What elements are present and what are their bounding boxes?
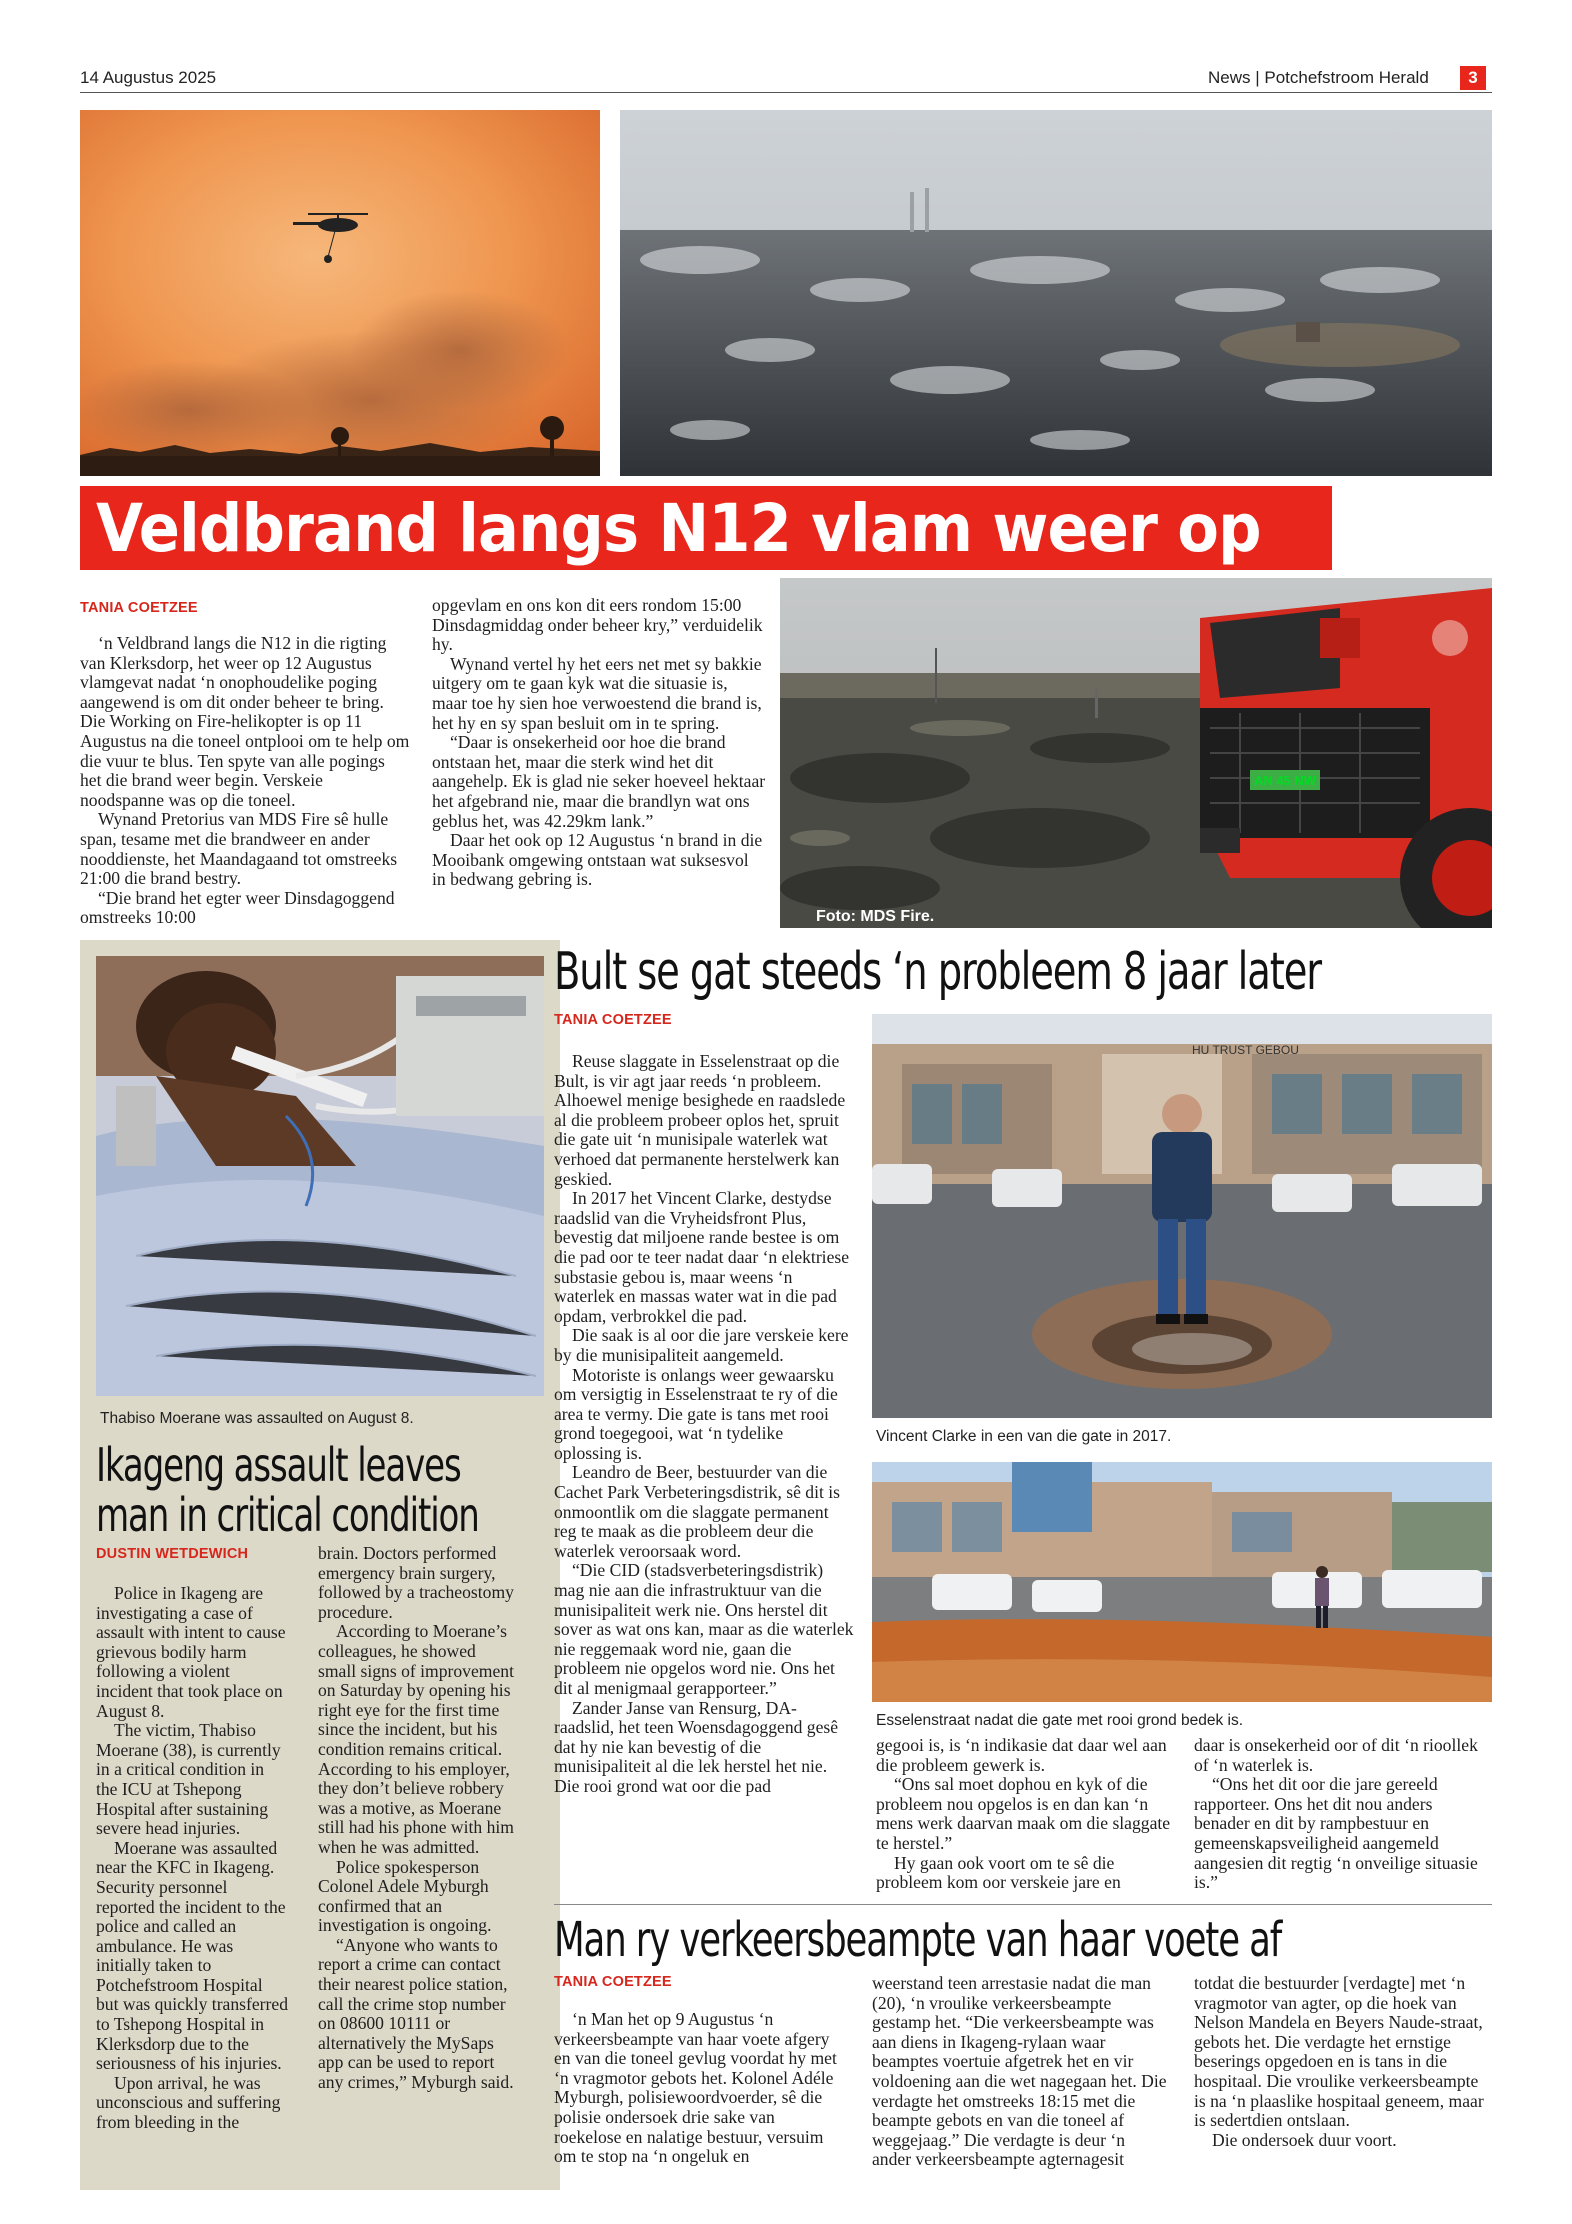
assault-para: Moerane was assaulted near the KFC in Ikageng. Security personnel reported the incident to the police and called an ambulance. He was initially taken to Potchefstroom Hospital but was quickly transferred to Tshepong Hospital in Klerksdorp due to the seriousness of his injuries. xyxy=(96,1837,289,2074)
page-number-badge: 3 xyxy=(1460,66,1486,90)
helicopter-fire-photo xyxy=(80,110,600,476)
fire-headline-banner xyxy=(80,486,1332,570)
pothole-column-1 xyxy=(554,1052,854,1797)
traffic-column-2 xyxy=(872,1974,1168,2170)
pothole-para: gegooi is, is ‘n indikasie dat daar wel aan die probleem gewerk is. xyxy=(876,1735,1167,1775)
assault-para: The victim, Thabiso Moerane (38), is currently in a critical condition in the ICU at Tshepong Hospital after sustaining severe head injuries. xyxy=(96,1720,281,1839)
assault-byline: DUSTIN WETDEWICH xyxy=(96,1546,249,1562)
fire-headline: Veldbrand langs N12 vlam weer op xyxy=(96,490,1261,567)
traffic-para: weerstand teen arrestasie nadat die man (20), ‘n vroulike verkeersbeampte gestamp het. “Die verkeersbeampte was aan diens in Ikageng-rylaan waar beamptes voertuie afgetrek het en vir voldoening aan die wet nagegaan het. Die verdagte het omstreeks 18:15 met die beampte gebots en van die toneel af weggejaag.” Die verdagte is deur ‘n ander verkeersbeampte agternagesit xyxy=(872,1973,1167,2170)
pothole-para: In 2017 het Vincent Clarke, destydse raadslid van die Vryheidsfront Plus, bevestig dat miljoene rande bestee is om die pad oor te teer nadat daar ‘n elektriese substasie gebou is, maar weens ‘n waterlek en massas water wat in die pad opdam, verbrokkel die pad. xyxy=(554,1188,850,1326)
fire-photo-credit: Foto: MDS Fire. xyxy=(816,908,935,925)
assault-para: brain. Doctors performed emergency brain surgery, followed by a tracheostomy procedure. xyxy=(318,1543,514,1622)
pothole-para: Reuse slaggate in Esselenstraat op die Bult, is vir agt jaar reeds ‘n probleem. Alhoewel menige besighede en raadslede al die probleem probeer oplos het, spruit die gate uit ‘n munisipale waterlek wat verhoed dat permanente herstelwerk kan geskied. xyxy=(554,1051,846,1189)
section-name: News | Potchefstroom Herald xyxy=(1208,68,1429,87)
pothole-byline: TANIA COETZEE xyxy=(554,1012,672,1028)
assault-column-2 xyxy=(318,1544,514,2093)
building-sign: HU TRUST GEBOU xyxy=(1192,1043,1299,1057)
pothole-para: Motoriste is onlangs weer gewaarsku om versigtig in Esselenstraat te ry of die area te vermy. Die gate is tans met rooi grond toegegooi, wat ‘n tydelike oplossing is. xyxy=(554,1364,838,1463)
fire-byline: TANIA COETZEE xyxy=(80,600,198,616)
fire-para: Wynand vertel hy het eers net met sy bakkie uitgery om te gaan kyk wat die situasie is, maar toe hy sien hoe verwoestend die brand is, het hy en sy span besluit om in te spring. xyxy=(432,653,762,733)
pothole-para: Leandro de Beer, bestuurder van die Cachet Park Verbeteringsdistrik, sê dit is onmoontlik om die slaggate permanent reg te maak as die probleem deur die waterlek veroorsaak word. xyxy=(554,1462,841,1561)
assault-headline-line2: man in critical condition xyxy=(96,1488,479,1542)
assault-column-1 xyxy=(96,1584,288,2133)
pothole-para: Zander Janse van Rensurg, DA-raadslid, het teen Woensdagoggend gesê dat hy nie kan bevestig of die munisipaliteit al die lek herstel het nie. Die rooi grond wat oor die pad xyxy=(554,1697,839,1796)
assault-para: Police in Ikageng are investigating a case of assault with intent to cause grievous bodily harm following a violent incident that took place on August 8. xyxy=(96,1583,286,1721)
pothole-para: “Ons het dit oor die jare gereeld rapporteer. Ons het dit nou anders benader en dit by rampbestuur en gemeenskapsveiligheid aangemeld aangesien dit regtig ‘n onveilige situasie is.” xyxy=(1194,1774,1478,1893)
hospital-patient-photo xyxy=(96,956,544,1396)
pothole-column-2 xyxy=(876,1736,1178,1893)
burnt-field-photo xyxy=(620,110,1492,476)
assault-para: “Anyone who wants to report a crime can contact their nearest police station, call the crime stop number on 08600 10111 or alternatively the MySaps app can be used to report any crimes,” Myburgh said. xyxy=(318,1934,514,2093)
fire-column-2 xyxy=(432,596,766,890)
pothole-para: “Ons sal moet dophou en kyk of die probleem nou opgelos is en dan kan ‘n mens werk daarvan maak om die slaggate te herstel.” xyxy=(876,1774,1171,1853)
pothole-para: “Die CID (stadsverbeteringsdistrik) mag nie aan die infrastruktuur van die munisipaliteit werk nie. Ons herstel dit sover as wat ons kan, maar as die waterlek nie reggemaak word nie, gaan die probleem nie opgelos word nie. Ons het dit al menigmaal gerapporteer.” xyxy=(554,1560,854,1698)
truck-plate: AN 45 NW xyxy=(1253,773,1317,788)
traffic-column-3 xyxy=(1194,1974,1492,2150)
pothole-headline: Bult se gat steeds ‘n probleem 8 jaar later xyxy=(554,942,1321,1002)
pothole-caption-2: Esselenstraat nadat die gate met rooi grond bedek is. xyxy=(876,1712,1244,1729)
traffic-headline: Man ry verkeersbeampte van haar voete af xyxy=(554,1912,1282,1968)
fire-para: “Die brand het egter weer Dinsdagoggend omstreeks 10:00 xyxy=(80,887,395,928)
fire-para: opgevlam en ons kon dit eers rondom 15:00 Dinsdagmiddag onder beheer kry,” verduidelik hy. xyxy=(432,595,763,655)
traffic-para: ‘n Man het op 9 Augustus ‘n verkeersbeampte van haar voete afgery en van die toneel gevlug voordat hy met ‘n vragmotor gebots het. Kolonel Adéle Myburgh, polisiewoordvoerder, sê die polisie ondersoek drie sake van roekelose en nalatige bestuur, versuim om te stop na ‘n ongeluk en xyxy=(554,2009,837,2167)
pothole-column-3 xyxy=(1194,1736,1492,1893)
red-soil-street-photo xyxy=(872,1462,1492,1702)
fire-para: Wynand Pretorius van MDS Fire sê hulle span, tesame met die brandweer en ander nooddienste, het Maandagaand tot omstreeks 21:00 die brand bestry. xyxy=(80,809,398,889)
issue-date: 14 Augustus 2025 xyxy=(80,68,217,87)
fire-para: Daar het ook op 12 Augustus ‘n brand in die Mooibank omgewing ontstaan wat suksesvol in bedwang gebring is. xyxy=(432,830,763,890)
fire-para: “Daar is onsekerheid oor hoe die brand ontstaan het, maar die sterk wind het dit aangehelp. Ek is glad nie seker hoeveel hektaar het afgebrand nie, maar die brandlyn wat ons geblus het, was 42.29km lank.” xyxy=(432,732,766,831)
pothole-para: daar is onsekerheid oor of dit ‘n rioollek of ‘n waterlek is. xyxy=(1194,1735,1478,1775)
assault-para: Upon arrival, he was unconscious and suffering from bleeding in the xyxy=(96,2072,281,2133)
section-divider xyxy=(554,1904,1492,1905)
pothole-2017-photo xyxy=(872,1014,1492,1418)
traffic-para: totdat die bestuurder [verdagte] met ‘n vragmotor van agter, op die hoek van Nelson Mandela en Beyers Naude-straat, gebots het. Die verdagte het ernstige beserings opgedoen en is tans in die hospitaal. Die vroulike verkeersbeampte is na ‘n plaaslike hospitaal geneem, maar is sedertdien ontslaan. xyxy=(1194,1973,1484,2131)
traffic-para: Die ondersoek duur voort. xyxy=(1212,2129,1397,2150)
pothole-caption-1: Vincent Clarke in een van die gate in 2017. xyxy=(876,1428,1172,1445)
pothole-para: Hy gaan ook voort om te sê die probleem kom oor verskeie jare en xyxy=(876,1852,1121,1893)
assault-photo-caption: Thabiso Moerane was assaulted on August 8. xyxy=(100,1410,414,1427)
fire-column-1 xyxy=(80,634,410,928)
traffic-byline: TANIA COETZEE xyxy=(554,1974,672,1990)
fire-para: ‘n Veldbrand langs die N12 in die rigting van Klerksdorp, het weer op 12 Augustus vlamgevat nadat ‘n onophoudelike poging aangewend is om dit onder beheer te bring. Die Working on Fire-helikopter is op 11 Augustus na die toneel ontplooi om te help om die vuur te blus. Ten spyte van alle pogings het die brand weer begin. Verskeie noodspanne was op die toneel. xyxy=(80,633,410,810)
assault-headline-line1: Ikageng assault leaves xyxy=(96,1438,461,1492)
pothole-para: Die saak is al oor die jare verskeie kere by die munisipaliteit aangemeld. xyxy=(554,1325,849,1365)
fire-truck-photo xyxy=(780,578,1492,928)
traffic-column-1 xyxy=(554,2010,844,2167)
header-rule xyxy=(80,92,1492,93)
assault-para: According to Moerane’s colleagues, he showed small signs of improvement on Saturday by opening his right eye for the first time since the incident, but his condition remains critical. According to his employer, they don’t believe robbery was a motive, as Moerane still had his phone with him when he was admitted. xyxy=(318,1621,514,1857)
assault-para: Police spokesperson Colonel Adele Myburgh confirmed that an investigation is ongoing. xyxy=(318,1856,492,1936)
